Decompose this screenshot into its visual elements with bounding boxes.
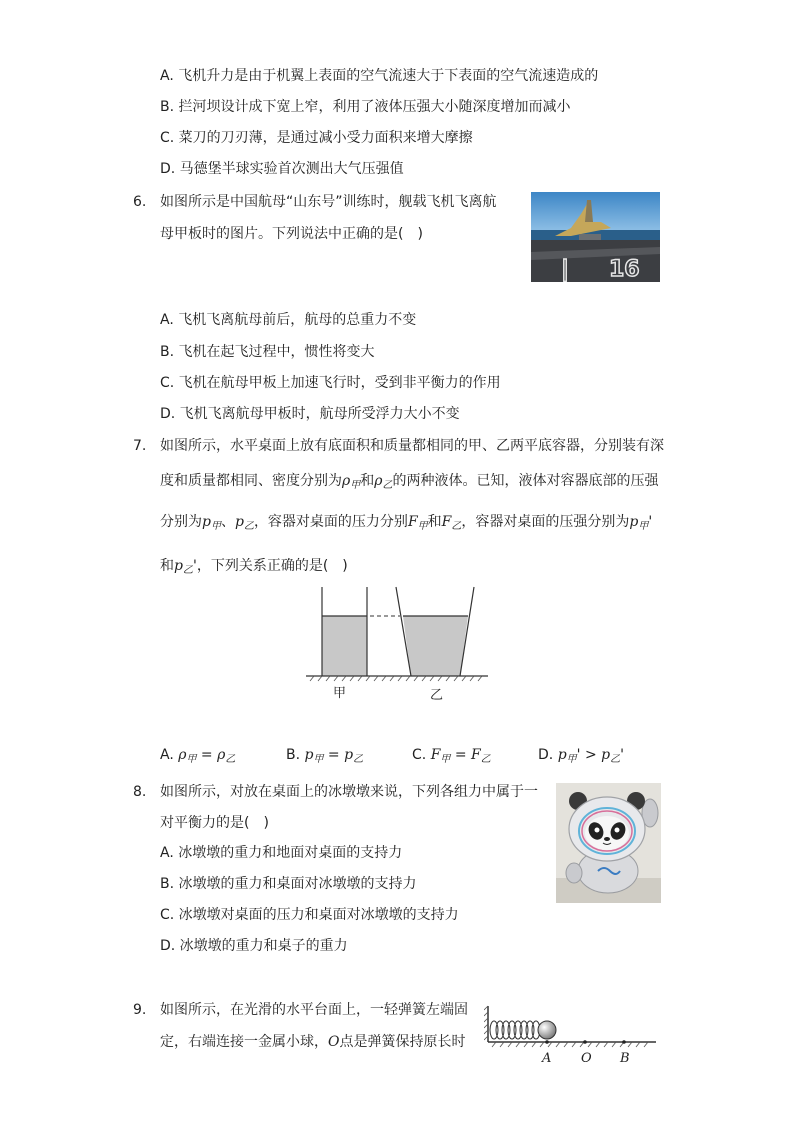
q6-option-c: C. 飞机在航母甲板上加速飞行时，受到非平衡力的作用 bbox=[160, 375, 501, 391]
q6-option-a: A. 飞机飞离航母前后，航母的总重力不变 bbox=[160, 312, 417, 328]
q7-stem-line3: 分别为$p_甲$、$p_乙$，容器对桌面的压力分别$F_甲$和$F_乙$，容器对桌面的压强分别为$p_甲'$ bbox=[160, 514, 653, 532]
q8-number: 8. bbox=[133, 784, 147, 800]
q7-stem-line1: 如图所示，水平桌面上放有底面积和质量都相同的甲、乙两平底容器，分别装有深 bbox=[160, 438, 664, 454]
q5-option-b: B. 拦河坝设计成下宽上窄，利用了液体压强大小随深度增加而减小 bbox=[160, 99, 571, 115]
bing-dwen-dwen-photo bbox=[556, 783, 661, 903]
q8-option-d: D. 冰墩墩的重力和桌子的重力 bbox=[160, 938, 348, 954]
label-o: O bbox=[581, 1051, 592, 1066]
q5-option-a: A. 飞机升力是由于机翼上表面的空气流速大于下表面的空气流速造成的 bbox=[160, 68, 599, 84]
svg-text:|: | bbox=[561, 257, 570, 282]
q7-option-b: B. $p_甲 = p_乙$ bbox=[286, 747, 364, 765]
liquid-yi bbox=[403, 616, 468, 676]
q6-number: 6. bbox=[133, 194, 147, 210]
q5-option-c: C. 菜刀的刀刃薄，是通过减小受力面积来增大摩擦 bbox=[160, 130, 473, 146]
q6-option-d: D. 飞机飞离航母甲板时，航母所受浮力大小不变 bbox=[160, 406, 460, 422]
q7-number: 7. bbox=[133, 438, 147, 454]
liquid-jia bbox=[322, 616, 367, 676]
label-a: A bbox=[542, 1051, 552, 1066]
containers-diagram bbox=[300, 585, 492, 705]
label-b: B bbox=[620, 1051, 630, 1066]
q7-stem-line2: 度和质量都相同、密度分别为$\rho_甲$和$\rho_乙$的两种液体。已知，液体对容器底部的压强 bbox=[160, 473, 659, 491]
q5-option-d: D. 马德堡半球实验首次测出大气压强值 bbox=[160, 161, 404, 177]
label-jia: 甲 bbox=[333, 686, 347, 701]
metal-ball bbox=[538, 1021, 556, 1039]
spring-ball-diagram bbox=[484, 1004, 660, 1070]
q8-stem-line1: 如图所示，对放在桌面上的冰墩墩来说，下列各组力中属于一 bbox=[160, 784, 538, 800]
q9-stem-line1: 如图所示，在光滑的水平台面上，一轻弹簧左端固 bbox=[160, 1002, 468, 1018]
q6-stem-line1: 如图所示是中国航母“山东号”训练时，舰载飞机飞离航 bbox=[160, 194, 497, 210]
q7-option-d: D. $p_甲' > p_乙'$ bbox=[538, 747, 624, 765]
q9-stem-line2: 定，右端连接一金属小球，O点是弹簧保持原长时 bbox=[160, 1034, 466, 1050]
q8-option-c: C. 冰墩墩对桌面的压力和桌面对冰墩墩的支持力 bbox=[160, 907, 459, 923]
q8-option-a: A. 冰墩墩的重力和地面对桌面的支持力 bbox=[160, 845, 403, 861]
carrier-jet-photo bbox=[531, 192, 660, 282]
q8-option-b: B. 冰墩墩的重力和桌面对冰墩墩的支持力 bbox=[160, 876, 417, 892]
q6-stem-line2: 母甲板时的图片。下列说法中正确的是( ) bbox=[160, 226, 423, 242]
q8-stem-line2: 对平衡力的是( ) bbox=[160, 815, 269, 831]
q7-option-a: A. $\rho_甲 = \rho_乙$ bbox=[160, 747, 236, 765]
q7-stem-line4: 和$p_乙'$，下列关系正确的是( ) bbox=[160, 558, 348, 576]
q9-number: 9. bbox=[133, 1002, 147, 1018]
q6-option-b: B. 飞机在起飞过程中，惯性将变大 bbox=[160, 344, 375, 360]
q7-option-c: C. $F_甲 = F_乙$ bbox=[412, 747, 491, 765]
deck-number: 16 bbox=[609, 257, 640, 282]
label-yi: 乙 bbox=[430, 688, 444, 703]
